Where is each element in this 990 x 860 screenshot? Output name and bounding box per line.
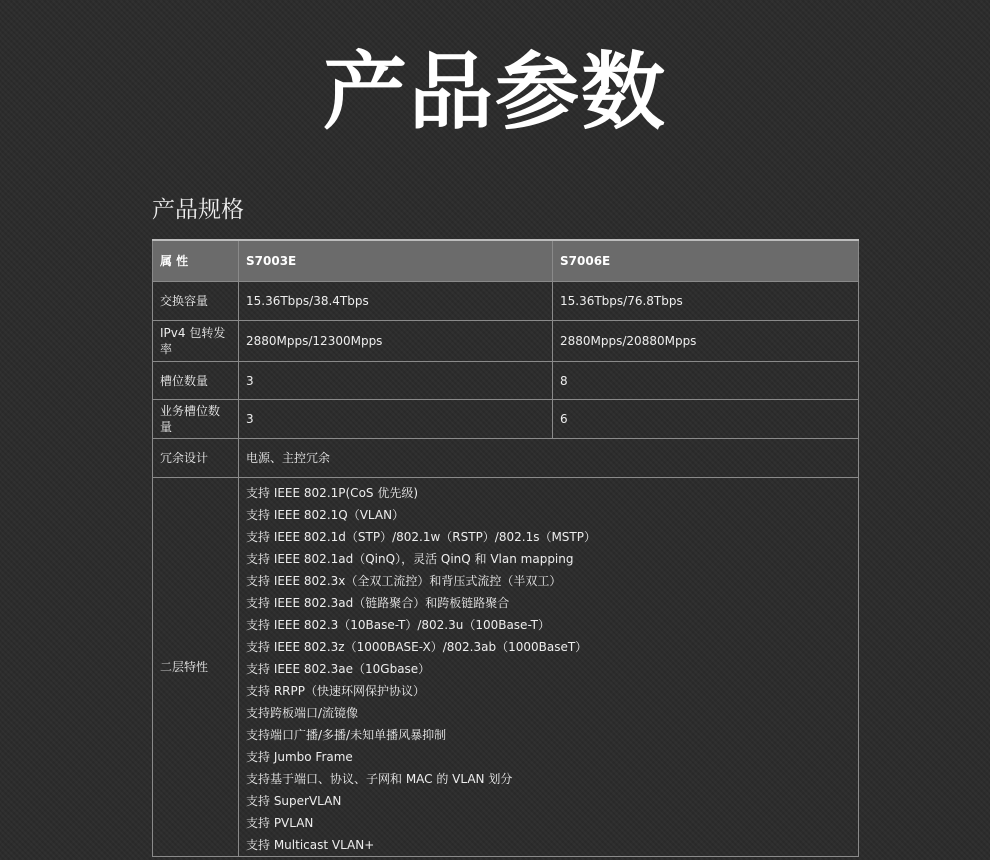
row-label: 交换容量 xyxy=(153,282,239,321)
list-item: 支持 IEEE 802.3ad（链路聚合）和跨板链路聚合 xyxy=(246,596,510,610)
table-row xyxy=(153,282,859,321)
row-value-s7003e: 2880Mpps/12300Mpps xyxy=(239,321,553,362)
row-value-s7003e: 3 xyxy=(239,400,553,439)
list-item: 支持 IEEE 802.1d（STP）/802.1w（RSTP）/802.1s（MSTP） xyxy=(246,530,596,544)
list-item: 支持 IEEE 802.1ad（QinQ），灵活 QinQ 和 Vlan mapping xyxy=(246,552,574,566)
table-row-redundancy xyxy=(153,439,859,478)
table-row xyxy=(153,362,859,400)
list-item: 支持 Jumbo Frame xyxy=(246,750,353,764)
table-row-layer2 xyxy=(153,478,859,857)
row-label: IPv4 包转发率 xyxy=(153,321,239,362)
page-hero-title: 产品参数 xyxy=(322,43,667,141)
row-value-s7006e: 6 xyxy=(553,400,859,439)
list-item: 支持端口广播/多播/未知单播风暴抑制 xyxy=(246,728,447,742)
list-item: 支持 RRPP（快速环网保护协议） xyxy=(246,684,425,698)
layer2-feature-cell xyxy=(239,478,859,857)
row-value-s7006e: 15.36Tbps/76.8Tbps xyxy=(553,282,859,321)
redundancy-value: 电源、主控冗余 xyxy=(239,439,859,478)
list-item: 支持基于端口、协议、子网和 MAC 的 VLAN 划分 xyxy=(246,772,513,786)
spec-table xyxy=(152,239,859,857)
section-title: 产品规格 xyxy=(152,197,244,223)
row-label: 槽位数量 xyxy=(153,362,239,400)
row-label: 冗余设计 xyxy=(153,439,239,478)
table-header-row xyxy=(153,240,859,282)
list-item: 支持 IEEE 802.1P(CoS 优先级) xyxy=(246,486,419,500)
list-item: 支持跨板端口/流镜像 xyxy=(246,706,359,720)
row-value-s7003e: 3 xyxy=(239,362,553,400)
header-s7003e: S7003E xyxy=(239,240,553,282)
list-item: 支持 IEEE 802.3x（全双工流控）和背压式流控（半双工） xyxy=(246,574,562,588)
list-item: 支持 IEEE 802.3z（1000BASE-X）/802.3ab（1000BaseT） xyxy=(246,640,588,654)
table-row xyxy=(153,321,859,362)
list-item: 支持 SuperVLAN xyxy=(246,794,342,808)
row-value-s7006e: 8 xyxy=(553,362,859,400)
list-item: 支持 IEEE 802.3ae（10Gbase） xyxy=(246,662,431,676)
row-value-s7006e: 2880Mpps/20880Mpps xyxy=(553,321,859,362)
list-item: 支持 IEEE 802.3（10Base-T）/802.3u（100Base-T） xyxy=(246,618,551,632)
layer2-feature-list xyxy=(246,478,851,856)
list-item: 支持 IEEE 802.1Q（VLAN） xyxy=(246,508,405,522)
table-row xyxy=(153,400,859,439)
list-item: 支持 Multicast VLAN+ xyxy=(246,838,375,852)
header-attr: 属 性 xyxy=(153,240,239,282)
header-s7006e: S7006E xyxy=(553,240,859,282)
row-value-s7003e: 15.36Tbps/38.4Tbps xyxy=(239,282,553,321)
list-item: 支持 PVLAN xyxy=(246,816,314,830)
row-label: 二层特性 xyxy=(153,478,239,857)
row-label: 业务槽位数量 xyxy=(153,400,239,439)
